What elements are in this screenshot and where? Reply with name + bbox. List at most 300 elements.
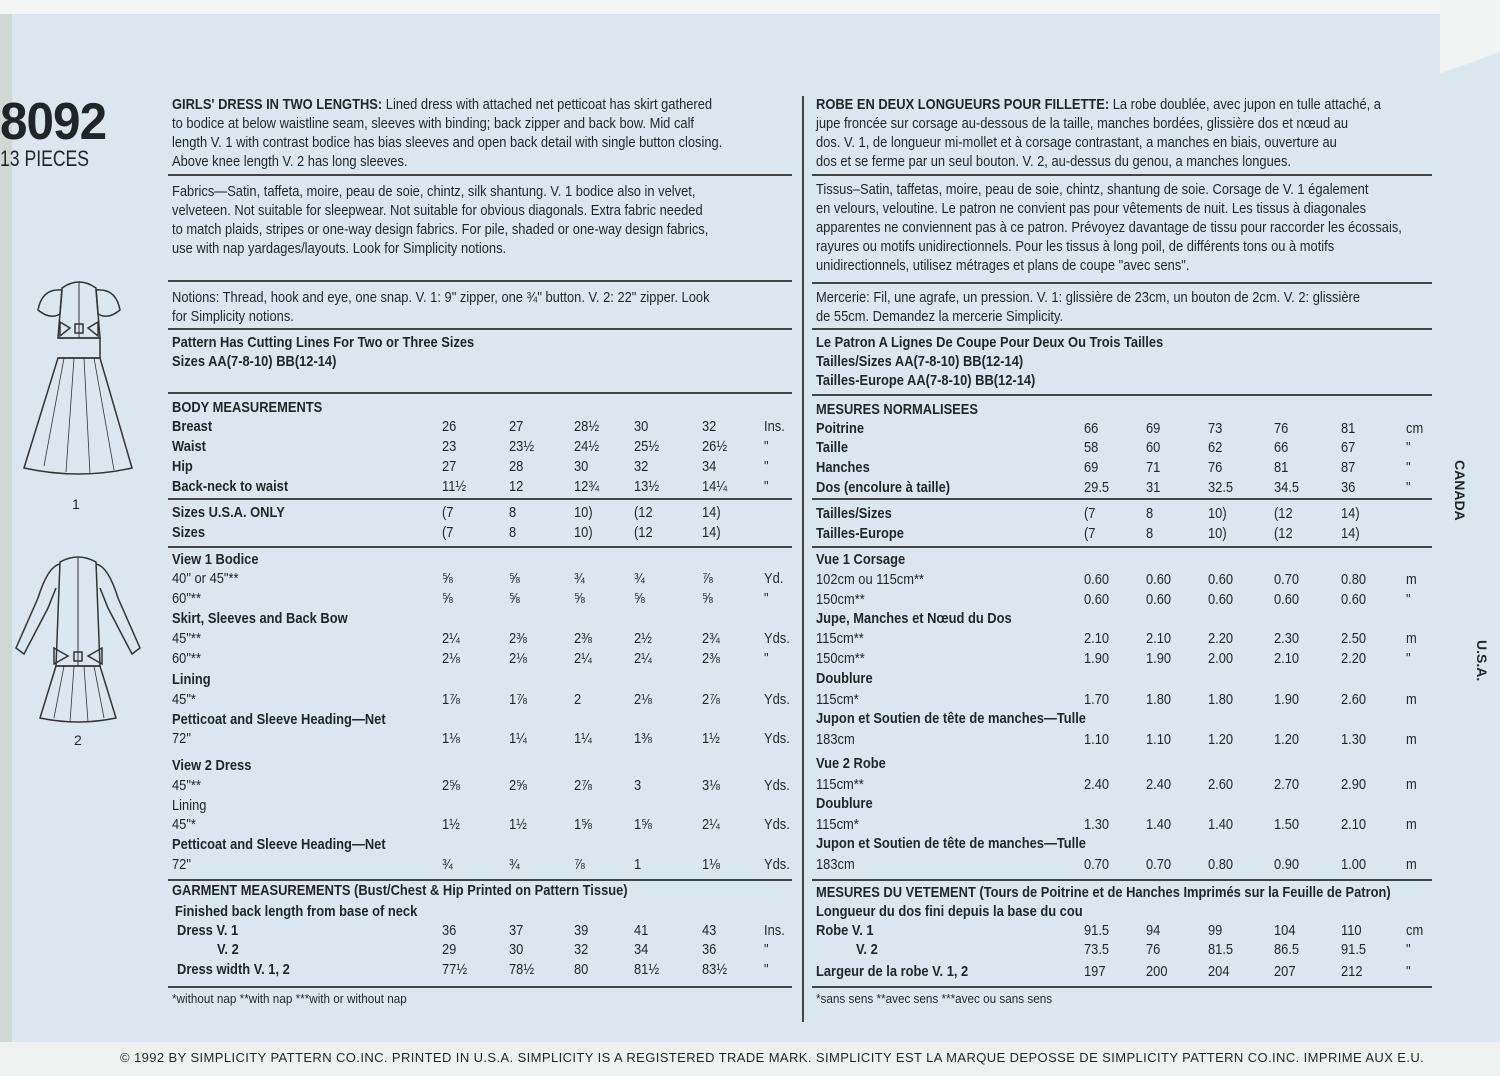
row-value: 8 <box>1146 525 1154 542</box>
row-label: 115cm* <box>816 816 859 833</box>
row-value: 110 <box>1341 922 1362 939</box>
row-value: 2.10 <box>1146 630 1172 647</box>
row-value: 99 <box>1208 922 1223 939</box>
row-value: 12 <box>509 478 524 495</box>
en-cutting-line-1: Pattern Has Cutting Lines For Two or Three Sizes <box>172 334 475 351</box>
row-value: ¾ <box>634 570 645 587</box>
row-value: 1.10 <box>1146 731 1172 748</box>
fr-fabrics-line-3: apparentes ne conviennent pas à ce patron. Prévoyez davantage de tissu pour raccorder les écossais, <box>816 219 1402 236</box>
row-value: 14) <box>1341 525 1360 542</box>
row-label: 115cm** <box>816 630 864 647</box>
table-row <box>172 671 792 691</box>
table-row <box>816 551 1431 571</box>
row-value: 91.5 <box>1341 941 1367 958</box>
row-value: 0.80 <box>1341 571 1367 588</box>
row-label: Robe V. 1 <box>816 922 874 939</box>
fr-divider <box>812 879 1432 881</box>
row-value: 32.5 <box>1208 479 1234 496</box>
usa-label: U.S.A. <box>1474 640 1490 682</box>
table-row <box>172 504 792 524</box>
row-value: 91.5 <box>1084 922 1110 939</box>
en-divider <box>168 392 792 394</box>
row-value: 80 <box>574 961 589 978</box>
row-label: 72" <box>172 730 191 747</box>
row-value: 2.20 <box>1208 630 1234 647</box>
row-value: 32 <box>574 941 589 958</box>
table-row <box>172 711 792 731</box>
row-value: 14) <box>702 524 721 541</box>
row-value: ⅞ <box>702 570 713 587</box>
row-value: 2.10 <box>1341 816 1367 833</box>
row-label: Jupon et Soutien de tête de manches—Tulle <box>816 835 1086 852</box>
en-intro-line-3: length V. 1 with contrast bodice has bias sleeves and open back detail with single button closing. <box>172 134 723 151</box>
copyright-line: © 1992 BY SIMPLICITY PATTERN CO.INC. PRINTED IN U.S.A. SIMPLICITY IS A REGISTERED TRADE MARK. SIMPLICITY EST LA MARQUE DEPOSSE DE SIMPLICITY PATTERN CO.INC. IMPRIME AUX E.U. <box>120 1050 1425 1065</box>
row-value: 1¼ <box>574 730 592 747</box>
row-unit: m <box>1406 731 1417 748</box>
row-value: 26 <box>442 418 457 435</box>
row-value: 0.70 <box>1084 856 1110 873</box>
row-value: (7 <box>442 504 454 521</box>
row-value: 66 <box>1084 420 1099 437</box>
row-value: 1.90 <box>1084 650 1110 667</box>
row-value: 1¼ <box>509 730 527 747</box>
row-unit: " <box>1406 479 1411 496</box>
table-row <box>816 755 1431 775</box>
row-value: ¾ <box>574 570 585 587</box>
fr-divider <box>812 282 1432 284</box>
en-footnote: *without nap **with nap ***with or without nap <box>172 991 407 1006</box>
row-value: 37 <box>509 922 524 939</box>
row-value: 0.60 <box>1208 571 1234 588</box>
row-value: 2.50 <box>1341 630 1367 647</box>
row-value: 1.00 <box>1341 856 1367 873</box>
fr-notions-line-1: Mercerie: Fil, une agrafe, un pression. V. 1: glissière de 23cm, un bouton de 2cm. V. 2: glissière <box>816 289 1361 306</box>
row-value: 2⅜ <box>574 630 592 647</box>
table-row <box>172 922 792 942</box>
row-value: 3 <box>634 777 642 794</box>
fr-body-title: MESURES NORMALISEES <box>816 401 978 418</box>
en-intro-line-4: Above knee length V. 2 has long sleeves. <box>172 153 408 170</box>
row-label: Doublure <box>816 795 873 812</box>
row-value: 36 <box>1341 479 1356 496</box>
row-value: 86.5 <box>1274 941 1300 958</box>
en-divider <box>168 280 792 282</box>
table-row <box>816 505 1431 525</box>
row-value: 2⅛ <box>442 650 460 667</box>
table-row <box>816 795 1431 815</box>
row-unit: m <box>1406 856 1417 873</box>
row-label: 183cm <box>816 731 855 748</box>
row-value: 2.10 <box>1084 630 1110 647</box>
row-unit: " <box>1406 439 1411 456</box>
row-value: 1 <box>634 856 642 873</box>
fr-intro-line-4: dos et se ferme par un seul bouton. V. 2, au-dessus du genou, a manches longues. <box>816 153 1291 170</box>
row-value: 10) <box>574 524 593 541</box>
table-row <box>172 797 792 817</box>
row-value: ⅝ <box>442 570 453 587</box>
row-label: Lining <box>172 671 211 688</box>
row-label: Lining <box>172 797 207 814</box>
row-label: Waist <box>172 438 206 455</box>
row-value: 58 <box>1084 439 1099 456</box>
table-row <box>816 650 1431 670</box>
row-label: Hanches <box>816 459 870 476</box>
row-value: 43 <box>702 922 717 939</box>
row-value: 76 <box>1274 420 1289 437</box>
column-divider <box>802 96 804 1022</box>
row-label: Taille <box>816 439 849 456</box>
table-row <box>816 856 1431 876</box>
row-value: 24½ <box>574 438 600 455</box>
row-label: 115cm* <box>816 691 859 708</box>
table-row <box>172 590 792 610</box>
row-label: View 2 Dress <box>172 757 252 774</box>
table-row <box>816 922 1431 942</box>
table-row <box>172 630 792 650</box>
row-value: 8 <box>1146 505 1154 522</box>
row-label: Dress width V. 1, 2 <box>177 961 290 978</box>
row-label: 115cm** <box>816 776 864 793</box>
table-row <box>172 961 792 981</box>
view2-label: 2 <box>74 732 82 748</box>
fr-intro-line-1: ROBE EN DEUX LONGUEURS POUR FILLETTE: La robe doublée, avec jupon en tulle attaché, a <box>816 96 1381 113</box>
row-value: 200 <box>1146 963 1168 980</box>
row-value: 2⅞ <box>574 777 592 794</box>
row-unit: Yds. <box>764 816 790 833</box>
row-value: 2¾ <box>702 630 720 647</box>
en-fabrics-line-3: to match plaids, stripes or one-way design fabrics. For pile, shaded or one-way design fabrics, <box>172 221 709 238</box>
row-label: Doublure <box>816 670 873 687</box>
row-value: 1⅝ <box>574 816 592 833</box>
row-label: Poitrine <box>816 420 865 437</box>
fr-fabrics-line-1: Tissus–Satin, taffetas, moire, peau de soie, chintz, shantung de soie. Corsage de V. 1 également <box>816 181 1369 198</box>
row-value: 41 <box>634 922 649 939</box>
paper-corner <box>1440 0 1500 160</box>
en-body-title: BODY MEASUREMENTS <box>172 399 323 416</box>
row-value: ¾ <box>509 856 520 873</box>
row-value: 32 <box>702 418 717 435</box>
row-value: 8 <box>509 524 517 541</box>
row-value: 2⅛ <box>634 691 652 708</box>
row-value: 23½ <box>509 438 535 455</box>
table-row <box>172 524 792 544</box>
table-row <box>816 776 1431 796</box>
row-value: 26½ <box>702 438 728 455</box>
row-value: (7 <box>1084 525 1096 542</box>
row-unit: " <box>764 478 769 495</box>
row-value: 1.70 <box>1084 691 1110 708</box>
row-unit: " <box>764 650 769 667</box>
en-cutting-line-2: Sizes AA(7-8-10) BB(12-14) <box>172 353 337 370</box>
row-value: 29.5 <box>1084 479 1110 496</box>
row-value: 1.90 <box>1274 691 1300 708</box>
row-value: 104 <box>1274 922 1296 939</box>
row-value: 2.40 <box>1146 776 1172 793</box>
row-value: 36 <box>702 941 717 958</box>
row-value: 0.60 <box>1084 591 1110 608</box>
pieces-count: 13 PIECES <box>0 146 90 171</box>
table-row <box>172 551 792 571</box>
row-value: 2¼ <box>702 816 720 833</box>
en-intro-line-1: GIRLS' DRESS IN TWO LENGTHS: Lined dress with attached net petticoat has skirt gathered <box>172 96 713 113</box>
table-row <box>172 458 792 478</box>
row-value: (7 <box>1084 505 1096 522</box>
table-row <box>816 630 1431 650</box>
row-label: Petticoat and Sleeve Heading—Net <box>172 711 386 728</box>
table-row <box>172 691 792 711</box>
table-row <box>816 571 1431 591</box>
row-value: 1½ <box>702 730 720 747</box>
row-label: 183cm <box>816 856 855 873</box>
fr-fabrics-line-2: en velours, veloutine. Le patron ne convient pas pour vêtements de nuit. Les tissus à diagonales <box>816 200 1367 217</box>
row-value: 30 <box>634 418 649 435</box>
row-value: 2 <box>574 691 582 708</box>
table-divider <box>168 498 792 500</box>
row-value: 1.10 <box>1084 731 1110 748</box>
row-label: Hip <box>172 458 193 475</box>
row-value: 34 <box>634 941 649 958</box>
row-value: ⅝ <box>574 590 585 607</box>
row-value: 1.30 <box>1341 731 1367 748</box>
en-notions-line-2: for Simplicity notions. <box>172 308 294 325</box>
row-value: 11½ <box>442 478 467 495</box>
row-value: 83½ <box>702 961 728 978</box>
row-label: Vue 2 Robe <box>816 755 886 772</box>
row-label: Vue 1 Corsage <box>816 551 906 568</box>
pattern-number: 8092 <box>0 93 107 151</box>
row-value: 2¼ <box>574 650 592 667</box>
en-garment-sub: Finished back length from base of neck <box>175 903 418 920</box>
row-unit: " <box>764 941 769 958</box>
table-row <box>172 777 792 797</box>
row-value: 2⅝ <box>509 777 527 794</box>
row-value: 0.60 <box>1208 591 1234 608</box>
table-row <box>816 525 1431 545</box>
row-value: ⅝ <box>442 590 453 607</box>
row-value: 27 <box>509 418 524 435</box>
en-divider <box>168 328 792 330</box>
row-value: 34.5 <box>1274 479 1300 496</box>
row-value: 28 <box>509 458 524 475</box>
row-value: 81 <box>1274 459 1289 476</box>
row-value: 2½ <box>634 630 652 647</box>
row-value: 2.30 <box>1274 630 1300 647</box>
row-label: Breast <box>172 418 213 435</box>
row-label: Jupon et Soutien de tête de manches—Tulle <box>816 710 1086 727</box>
row-value: 0.60 <box>1274 591 1300 608</box>
table-divider <box>812 498 1432 500</box>
row-value: 12¾ <box>574 478 600 495</box>
fr-divider <box>812 394 1432 396</box>
row-label: 45"** <box>172 630 201 647</box>
row-value: 23 <box>442 438 457 455</box>
row-unit: cm <box>1406 922 1424 939</box>
table-row <box>172 757 792 777</box>
table-row <box>816 670 1431 690</box>
view1-dress-icon <box>14 268 144 488</box>
row-value: 2.10 <box>1274 650 1300 667</box>
row-value: 69 <box>1146 420 1161 437</box>
fr-divider <box>812 328 1432 330</box>
row-label: V. 2 <box>856 941 878 958</box>
row-unit: " <box>1406 650 1411 667</box>
en-garment-title: GARMENT MEASUREMENTS (Bust/Chest & Hip Printed on Pattern Tissue) <box>172 882 628 899</box>
table-row <box>172 816 792 836</box>
row-value: 13½ <box>634 478 660 495</box>
row-value: 27 <box>442 458 457 475</box>
table-row <box>816 610 1431 630</box>
row-value: 0.90 <box>1274 856 1300 873</box>
table-row <box>816 479 1431 499</box>
table-row <box>172 730 792 750</box>
row-value: 0.70 <box>1274 571 1300 588</box>
row-value: 62 <box>1208 439 1223 456</box>
row-value: 2¼ <box>634 650 652 667</box>
row-value: 2.60 <box>1208 776 1234 793</box>
row-value: 1½ <box>442 816 460 833</box>
row-value: 1⅞ <box>442 691 460 708</box>
fr-cutting-line-3: Tailles-Europe AA(7-8-10) BB(12-14) <box>816 372 1036 389</box>
row-value: (12 <box>1274 525 1293 542</box>
row-unit: " <box>1406 941 1411 958</box>
row-value: 71 <box>1146 459 1161 476</box>
en-intro-line-2: to bodice at below waistline seam, sleeves with binding; back zipper and back bow. Mid calf <box>172 115 695 132</box>
row-unit: Yds. <box>764 630 790 647</box>
row-value: 0.60 <box>1341 591 1367 608</box>
row-value: 0.60 <box>1084 571 1110 588</box>
row-value: 204 <box>1208 963 1230 980</box>
row-unit: m <box>1406 816 1417 833</box>
row-value: 81½ <box>634 961 660 978</box>
row-unit: Ins. <box>764 922 785 939</box>
row-value: 28½ <box>574 418 600 435</box>
row-unit: Ins. <box>764 418 785 435</box>
row-value: 1⅞ <box>509 691 527 708</box>
row-value: ⅝ <box>509 590 520 607</box>
row-value: 32 <box>634 458 649 475</box>
row-value: 14) <box>1341 505 1360 522</box>
table-row <box>816 439 1431 459</box>
table-divider <box>812 546 1432 548</box>
row-value: 1.30 <box>1084 816 1110 833</box>
row-value: 2.70 <box>1274 776 1300 793</box>
table-row <box>816 710 1431 730</box>
table-row <box>172 836 792 856</box>
table-row <box>172 610 792 630</box>
fr-footnote: *sans sens **avec sens ***avec ou sans sens <box>816 991 1053 1006</box>
row-value: 1⅜ <box>634 730 652 747</box>
row-value: ⅝ <box>634 590 645 607</box>
row-value: 60 <box>1146 439 1161 456</box>
row-value: 1.20 <box>1208 731 1234 748</box>
row-value: (12 <box>634 504 653 521</box>
fr-cutting-line-1: Le Patron A Lignes De Coupe Pour Deux Ou Trois Tailles <box>816 334 1164 351</box>
row-value: 2⅜ <box>509 630 527 647</box>
row-unit: " <box>764 438 769 455</box>
row-value: 1.50 <box>1274 816 1300 833</box>
row-value: 10) <box>1208 505 1227 522</box>
en-fabrics-line-2: velveteen. Not suitable for sleepwear. Not suitable for obvious diagonals. Extra fabric needed <box>172 202 703 219</box>
table-row <box>816 816 1431 836</box>
row-unit: Yds. <box>764 856 790 873</box>
table-row <box>172 438 792 458</box>
row-label: Jupe, Manches et Nœud du Dos <box>816 610 1012 627</box>
row-unit: " <box>764 961 769 978</box>
row-unit: " <box>764 458 769 475</box>
row-value: 1⅛ <box>702 856 720 873</box>
fr-garment-title: MESURES DU VETEMENT (Tours de Poitrine et de Hanches Imprimés sur la Feuille de Patron) <box>816 884 1391 901</box>
row-value: 1⅛ <box>442 730 460 747</box>
row-value: (7 <box>442 524 454 541</box>
row-unit: m <box>1406 776 1417 793</box>
fr-garment-sub: Longueur du dos fini depuis la base du cou <box>816 903 1083 920</box>
en-fabrics-line-1: Fabrics—Satin, taffeta, moire, peau de soie, chintz, silk shantung. V. 1 bodice also in velvet, <box>172 183 696 200</box>
row-value: 10) <box>574 504 593 521</box>
row-value: 8 <box>509 504 517 521</box>
table-row <box>816 941 1431 961</box>
row-label: 72" <box>172 856 191 873</box>
row-unit: Yd. <box>764 570 784 587</box>
row-value: 14) <box>702 504 721 521</box>
table-row <box>816 731 1431 751</box>
row-value: ¾ <box>442 856 453 873</box>
en-fabrics-line-4: use with nap yardages/layouts. Look for Simplicity notions. <box>172 240 507 257</box>
table-row <box>172 941 792 961</box>
row-value: 76 <box>1208 459 1223 476</box>
en-divider <box>168 986 792 988</box>
row-label: 45"* <box>172 816 196 833</box>
row-unit: m <box>1406 691 1417 708</box>
row-value: 1.20 <box>1274 731 1300 748</box>
row-unit: " <box>1406 963 1411 980</box>
row-value: 1½ <box>509 816 527 833</box>
row-unit: m <box>1406 630 1417 647</box>
row-value: 2.20 <box>1341 650 1367 667</box>
fr-intro-line-3: dos. V. 1, de longueur mi-mollet et à corsage contrastant, a manches en biais, ouverture au <box>816 134 1337 151</box>
row-label: Dos (encolure à taille) <box>816 479 951 496</box>
row-label: Back-neck to waist <box>172 478 289 495</box>
row-unit: " <box>1406 459 1411 476</box>
row-label: Tailles/Sizes <box>816 505 892 522</box>
row-value: 3⅛ <box>702 777 720 794</box>
row-value: 0.60 <box>1146 571 1172 588</box>
row-label: 150cm** <box>816 650 865 667</box>
canada-label: CANADA <box>1452 460 1468 521</box>
en-notions-line-1: Notions: Thread, hook and eye, one snap. V. 1: 9" zipper, one ¾" button. V. 2: 22" zipper. Look <box>172 289 710 306</box>
row-value: 0.80 <box>1208 856 1234 873</box>
table-row <box>816 591 1431 611</box>
table-row <box>172 856 792 876</box>
table-row <box>816 963 1431 983</box>
row-value: 2⅝ <box>442 777 460 794</box>
row-value: 2.00 <box>1208 650 1234 667</box>
fr-divider <box>812 174 1432 176</box>
en-divider <box>168 174 792 176</box>
row-value: 2.90 <box>1341 776 1367 793</box>
row-value: 76 <box>1146 941 1161 958</box>
row-value: 197 <box>1084 963 1106 980</box>
row-value: 1.40 <box>1146 816 1172 833</box>
row-value: 2.60 <box>1341 691 1367 708</box>
row-value: 207 <box>1274 963 1296 980</box>
table-row <box>816 420 1431 440</box>
table-row <box>816 835 1431 855</box>
row-value: 2⅜ <box>702 650 720 667</box>
paper-edge-top <box>0 0 1500 14</box>
row-value: 67 <box>1341 439 1356 456</box>
row-value: 1⅝ <box>634 816 652 833</box>
row-value: 2¼ <box>442 630 460 647</box>
